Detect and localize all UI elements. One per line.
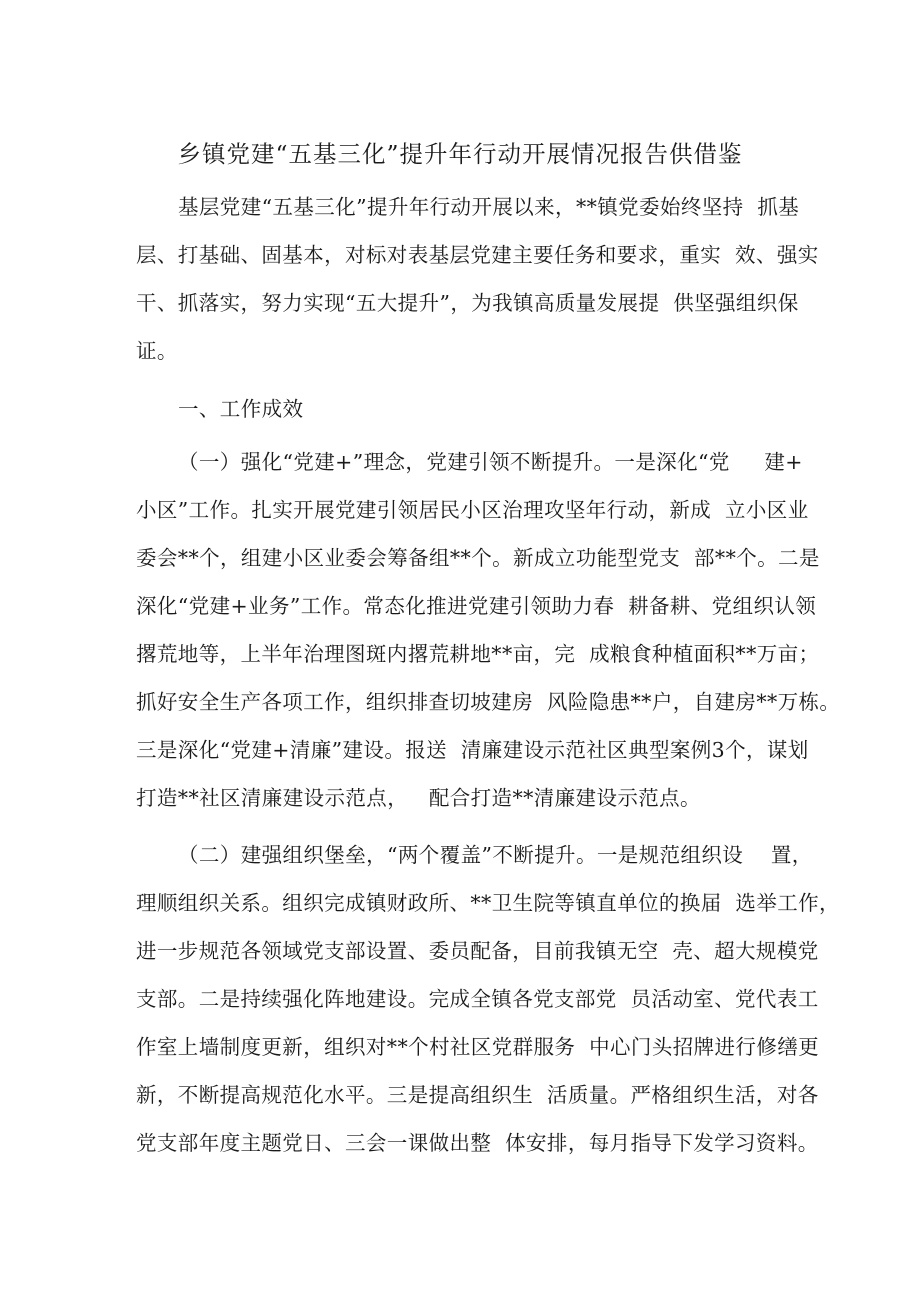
text-line: 三是深化“党建+清廉”建设。报送 清廉建设示范社区典型案例3个，谋划 bbox=[136, 738, 809, 762]
document-title: 乡镇党建“五基三化”提升年行动开展情况报告供借鉴 bbox=[177, 140, 743, 168]
text-line: 作室上墙制度更新，组织对**个村社区党群服务 中心门头招牌进行修缮更 bbox=[136, 1035, 820, 1059]
text-line: （一）强化“党建+”理念，党建引领不断提升。一是深化“党 建+ bbox=[178, 450, 803, 474]
text-line: 党支部年度主题党日、三会一课做出整 体安排，每月指导下发学习资料。 bbox=[136, 1131, 819, 1155]
section-heading: 一、工作成效 bbox=[178, 397, 304, 421]
text-line: 打造**社区清廉建设示范点， 配合打造**清廉建设示范点。 bbox=[136, 786, 701, 810]
text-line: 支部。二是持续强化阵地建设。完成全镇各党支部党 员活动室、党代表工 bbox=[136, 987, 819, 1011]
text-line: 委会**个，组建小区业委会筹备组**个。新成立功能型党支 部**个。二是 bbox=[136, 546, 820, 570]
text-line: 抓好安全生产各项工作，组织排查切坡建房 风险隐患**户，自建房**万栋。 bbox=[136, 690, 841, 714]
text-line: （二）建强组织堡垒，“两个覆盖”不断提升。一是规范组织设 置， bbox=[178, 843, 813, 867]
text-line: 干、抓落实，努力实现“五大提升”，为我镇高质量发展提 供坚强组织保 bbox=[136, 291, 799, 315]
text-line: 基层党建“五基三化”提升年行动开展以来，**镇党委始终坚持 抓基 bbox=[178, 195, 800, 219]
text-line: 理顺组织关系。组织完成镇财政所、**卫生院等镇直单位的换届 选举工作， bbox=[136, 891, 840, 915]
text-line: 进一步规范各领域党支部设置、委员配备，目前我镇无空 壳、超大规模党 bbox=[136, 939, 819, 963]
text-line: 撂荒地等，上半年治理图斑内撂荒耕地**亩，完 成粮食种植面积**万亩； bbox=[136, 642, 820, 666]
text-line: 证。 bbox=[136, 339, 178, 363]
text-line: 深化“党建+业务”工作。常态化推进党建引领助力春 耕备耕、党组织认领 bbox=[136, 594, 817, 618]
text-line: 层、打基础、固基本，对标对表基层党建主要任务和要求，重实 效、强实 bbox=[136, 243, 819, 267]
text-line: 新，不断提高规范化水平。三是提高组织生 活质量。严格组织生活，对各 bbox=[136, 1083, 819, 1107]
text-line: 小区”工作。扎实开展党建引领居民小区治理攻坚年行动，新成 立小区业 bbox=[136, 498, 809, 522]
